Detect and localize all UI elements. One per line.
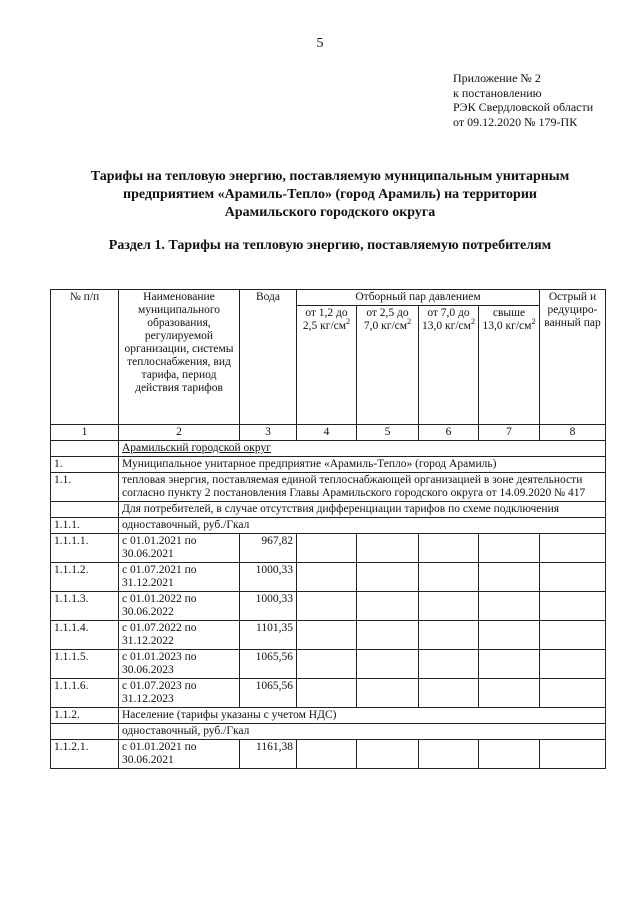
tariff-period: с 01.01.2022 по 30.06.2022: [119, 592, 240, 621]
title-line-3: Арамильского городского округа: [224, 205, 436, 220]
header-steam-4: свыше 13,0 $кг/см^2$: [479, 306, 540, 425]
column-number-row: [51, 425, 606, 441]
title-line-1: Тарифы на тепловую энергию, поставляемую муниципальным унитарным: [90, 169, 570, 184]
row-number: 1.1.1.1.: [51, 534, 119, 563]
column-number: 7: [479, 425, 540, 441]
table-row: [51, 708, 606, 724]
tariff-period: с 01.01.2021 по 30.06.2021: [119, 534, 240, 563]
row-number: 1.: [51, 457, 119, 473]
row-number: 1.1.1.6.: [51, 679, 119, 708]
row-number: 1.1.: [51, 473, 119, 502]
table-row: [51, 650, 606, 679]
table-row: [51, 441, 606, 457]
tariff-period: с 01.07.2022 по 31.12.2022: [119, 621, 240, 650]
water-price: 1101,35: [240, 621, 297, 650]
appendix-line-1: Приложение № 2: [453, 71, 541, 85]
header-name: Наименование муниципального образования, регулируемой организации, системы теплоснабжения, вид тарифа, период действия тарифов: [119, 290, 240, 425]
column-number: 5: [357, 425, 419, 441]
header-steam-2: от 2,5 до 7,0 $кг/см^2$: [357, 306, 419, 425]
section-title: Раздел 1. Тарифы на тепловую энергию, поставляемую потребителям: [108, 238, 552, 253]
column-number: 1: [51, 425, 119, 441]
table-row: [51, 592, 606, 621]
organization-name: Муниципальное унитарное предприятие «Арамиль-Тепло» (город Арамиль): [119, 457, 606, 473]
water-price: 1000,33: [240, 592, 297, 621]
row-number: 1.1.1.4.: [51, 621, 119, 650]
header-water: Вода: [240, 290, 297, 425]
tariff-table: [50, 289, 606, 769]
water-price: 1065,56: [240, 679, 297, 708]
appendix-line-3: РЭК Свердловской области: [453, 100, 594, 114]
header-steam-1: от 1,2 до 2,5 $кг/см^2$: [297, 306, 357, 425]
row-number: 1.1.2.1.: [51, 740, 119, 769]
row-number: 1.1.1.2.: [51, 563, 119, 592]
appendix-line-2: к постановлению: [453, 85, 542, 100]
tariff-period: с 01.01.2023 по 30.06.2023: [119, 650, 240, 679]
tariff-period: с 01.01.2021 по 30.06.2021: [119, 740, 240, 769]
table-row: [51, 724, 606, 740]
column-number: 2: [119, 425, 240, 441]
column-number: 6: [419, 425, 479, 441]
header-steam-3: от 7,0 до 13,0 $кг/см^2$: [419, 306, 479, 425]
consumers-description: Для потребителей, в случае отсутствия дифференциации тарифов по схеме подключения: [119, 502, 606, 518]
row-number: 1.1.1.5.: [51, 650, 119, 679]
tariff-period: с 01.07.2023 по 31.12.2023: [119, 679, 240, 708]
water-price: 967,82: [240, 534, 297, 563]
table-row: [51, 457, 606, 473]
heat-energy-description: тепловая энергия, поставляемая единой теплоснабжающей организацией в зоне деятельности согласно пункту 2 постановления Главы Арамильского городского округа от 14.09.2020 № 417: [119, 473, 606, 502]
column-number: 4: [297, 425, 357, 441]
row-number: 1.1.2.: [51, 708, 119, 724]
table-row: [51, 679, 606, 708]
page-number: 5: [316, 36, 324, 51]
water-price: 1065,56: [240, 650, 297, 679]
appendix-line-4: от 09.12.2020 № 179-ПК: [453, 114, 578, 129]
header-num: № п/п: [51, 290, 119, 425]
column-number: 8: [540, 425, 606, 441]
table-row: [51, 563, 606, 592]
table-row: [51, 621, 606, 650]
water-price: 1000,33: [240, 563, 297, 592]
column-number: 3: [240, 425, 297, 441]
population-heading: Население (тарифы указаны с учетом НДС): [119, 708, 606, 724]
water-price: 1161,38: [240, 740, 297, 769]
tariff-type: одноставочный, руб./Гкал: [119, 724, 606, 740]
tariff-type: одноставочный, руб./Гкал: [119, 518, 606, 534]
tariff-period: с 01.07.2021 по 31.12.2021: [119, 563, 240, 592]
row-number: 1.1.1.: [51, 518, 119, 534]
appendix-note: [453, 71, 593, 129]
document-title: [60, 168, 600, 222]
title-line-2: предприятием «Арамиль-Тепло» (город Арамиль) на территории: [123, 187, 537, 202]
table-row: [51, 473, 606, 502]
header-sharp-steam: Острый и редуциро-ванный пар: [540, 290, 606, 425]
row-number: 1.1.1.3.: [51, 592, 119, 621]
header-steam-group: Отборный пар давлением: [297, 290, 540, 306]
table-row: [51, 534, 606, 563]
okrug-name: Арамильский городской округ: [119, 441, 606, 457]
table-row: [51, 518, 606, 534]
table-row: [51, 740, 606, 769]
table-row: [51, 502, 606, 518]
